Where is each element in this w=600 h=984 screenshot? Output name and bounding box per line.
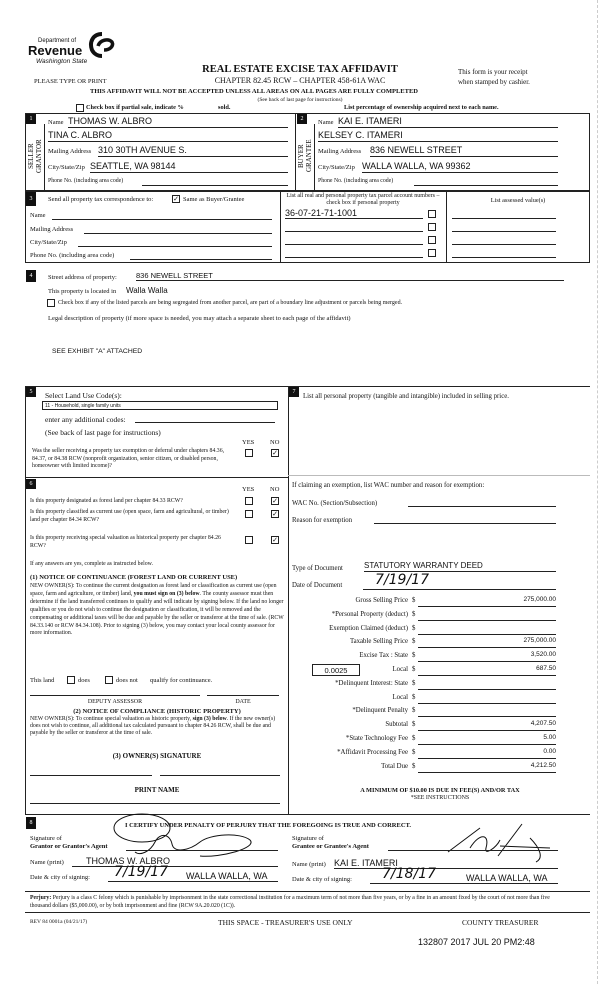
assessed-field-4[interactable] [452, 249, 556, 258]
currency-sign: $ [412, 624, 416, 632]
grantor-date-value: 7/19/17 [114, 864, 168, 880]
currency-sign: $ [412, 665, 416, 673]
logo-line-1: Department of [38, 38, 77, 44]
seller-name-field[interactable]: THOMAS W. ALBRO [68, 116, 288, 128]
total-label: Exemption Claimed (deduct) [329, 624, 408, 632]
tax-name-field[interactable] [52, 211, 272, 220]
partial-sale-label: Check box if partial sale, indicate % [86, 104, 184, 111]
located-in-value[interactable]: Walla Walla [126, 286, 168, 295]
middle-vertical-divider [288, 386, 289, 814]
total-row-personal-property [292, 610, 558, 624]
parcel-field-1[interactable]: 36-07-21-71-1001 [285, 208, 423, 219]
currency-sign: $ [412, 693, 416, 701]
notice-continuance-title: (1) NOTICE OF CONTINUANCE (FOREST LAND OR CURRENT USE) [30, 574, 238, 581]
total-value[interactable]: 3,520.00 [418, 651, 556, 662]
grantor-name-label: Name (print) [30, 859, 64, 866]
forest-no-checkbox[interactable]: ✓ [272, 497, 278, 505]
doc-type-label: Type of Document [292, 565, 343, 572]
treasurer-space: THIS SPACE - TREASURER'S USE ONLY [218, 918, 353, 927]
total-value[interactable]: 275,000.00 [418, 637, 556, 648]
total-value[interactable]: 687.50 [418, 665, 556, 676]
buyer-name2-field[interactable]: KELSEY C. ITAMERI [318, 130, 558, 142]
tax-mailing-field[interactable] [84, 225, 272, 234]
total-row-tech-fee [292, 734, 558, 748]
total-label: Gross Selling Price [355, 597, 408, 604]
deputy-assessor-line[interactable] [30, 690, 200, 696]
total-row-local-tax [292, 665, 558, 679]
total-row-subtotal [292, 720, 558, 734]
currency-sign: $ [412, 638, 416, 646]
total-label: Local [392, 693, 408, 701]
section-5-number: 5 [26, 387, 36, 397]
total-label: *Personal Property (deduct) [331, 610, 408, 618]
print-name-label: PRINT NAME [134, 786, 180, 794]
segregated-checkbox[interactable] [47, 299, 55, 307]
grantor-date-city-field[interactable] [108, 866, 278, 882]
this-land-label: This land [30, 677, 55, 684]
total-row-taxable [292, 637, 558, 651]
section-3-divider-2 [446, 191, 447, 263]
minimum-due-note: A MINIMUM OF $10.00 IS DUE IN FEE(S) AND/OR TAX [360, 787, 520, 794]
section-7-separator [288, 475, 590, 476]
total-value[interactable] [418, 679, 556, 690]
assessed-field-3[interactable] [452, 236, 556, 245]
acceptance-warning: THIS AFFIDAVIT WILL NOT BE ACCEPTED UNLESS ALL AREAS ON ALL PAGES ARE FULLY COMPLETED [90, 88, 418, 95]
currency-sign: $ [412, 652, 416, 660]
send-correspondence-label: Send all property tax correspondence to: [48, 196, 154, 203]
segregated-label: Check box if any of the listed parcels are being segregated from another parcel, are part of a boundary line adjustment or parcels being merged. [58, 300, 403, 306]
dor-logo [26, 30, 126, 70]
exemption-yes-checkbox[interactable] [245, 449, 253, 457]
notice-continuance-text-b: . The county assessor must then determine if the land transferred continues to qualify and will indicate by signing below. If the land no longer qualifies or you do not wish to continue the designation or classification, it will be removed and the compensating or additional taxes will be due and payable by the seller or transferor at the time of sale. (RCW 84.33.140 or RCW 84.34.108). Prior to signing (3) below, you may contact your local county assessor for more information. [30, 590, 284, 637]
grantor-signature-line[interactable] [126, 843, 278, 851]
qualify-label: qualify for continuance. [150, 677, 213, 684]
section-3-divider-1 [280, 191, 281, 263]
tax-city-label: City/State/Zip [30, 239, 67, 246]
total-label: *State Technology Fee [345, 734, 408, 742]
receipt-note-1: This form is your receipt [458, 68, 528, 76]
tax-name-label: Name [30, 212, 46, 219]
does-label: does [78, 677, 90, 684]
form-revision: REV 84 0001a (04/21/17) [30, 919, 88, 925]
total-label: Local [392, 665, 408, 673]
parcel-field-3[interactable] [285, 235, 423, 245]
footer-bottom-border [25, 912, 590, 913]
partial-sale-sold: sold. [218, 104, 231, 111]
total-value[interactable]: 4,207.50 [418, 720, 556, 731]
currency-sign: $ [412, 610, 416, 618]
section-4-number: 4 [26, 270, 36, 282]
total-label: Subtotal [385, 721, 408, 729]
grantor-signature-label-2: Grantor or Grantor's Agent [30, 843, 108, 850]
same-as-buyer-checkbox[interactable]: ✓ [173, 195, 179, 203]
perjury-text: Perjury is a class C felony which is punishable by imprisonment in the state correctional institution for a maximum term of not more than five years, or by a fine in an amount fixed by the court of not more than five thousand dollars ($5,000.00), or by both imprisonment and fine (RCW 9A.20.020 (1C)). [30, 895, 550, 909]
dor-swirl-icon [88, 32, 116, 58]
assessor-date-label: DATE [235, 699, 251, 705]
seller-name-label: Name [48, 119, 64, 126]
totals-table [292, 596, 558, 775]
buyer-mailing-field[interactable]: 836 NEWELL STREET [370, 145, 558, 157]
perjury-notice [30, 894, 570, 910]
notice-compliance-title: (2) NOTICE OF COMPLIANCE (HISTORIC PROPERTY) [73, 708, 241, 715]
total-value[interactable]: 4,212.50 [418, 762, 556, 773]
section-5-top-border [25, 386, 590, 387]
reason-field[interactable] [374, 515, 556, 524]
grantor-name-field[interactable]: THOMAS W. ALBRO [72, 856, 278, 867]
currency-sign: $ [412, 734, 416, 742]
total-value[interactable] [418, 693, 556, 704]
doc-date-field[interactable]: 7/19/17 [363, 572, 556, 590]
owner-signature-line-1[interactable] [30, 770, 152, 776]
seller-city-label: City/State/Zip [48, 164, 85, 171]
receipt-note-2: when stamped by cashier. [458, 78, 530, 86]
land-use-select[interactable]: 11 - Household, single family units [42, 401, 278, 410]
section-6-yes-header: YES [242, 486, 255, 493]
does-not-label: does not [116, 677, 138, 684]
total-value[interactable]: 275,000.00 [418, 596, 556, 607]
section-3-number: 3 [26, 192, 36, 206]
total-row-processing-fee [292, 748, 558, 762]
personal-property-label: List all personal property (tangible and intangible) included in selling price. [303, 393, 509, 400]
historical-yes-checkbox[interactable] [245, 536, 253, 544]
buyer-city-field[interactable]: WALLA WALLA, WA 99362 [362, 161, 558, 173]
total-label: Excise Tax : State [359, 652, 408, 660]
grantee-signature-label-2: Grantee or Grantee's Agent [292, 843, 369, 850]
legal-description-value[interactable]: SEE EXHIBIT "A" ATTACHED [52, 348, 143, 355]
footer-top-border [25, 891, 590, 892]
does-checkbox[interactable] [67, 676, 75, 684]
notice-compliance-body [30, 716, 284, 738]
wac-label: WAC No. (Section/Subsection) [292, 500, 378, 507]
tax-phone-field[interactable] [130, 251, 272, 260]
total-row-exemption [292, 624, 558, 638]
section-6-no-header: NO [270, 486, 280, 493]
section-7-number: 7 [289, 387, 299, 397]
forest-yes-checkbox[interactable] [245, 497, 253, 505]
currency-sign: $ [412, 707, 416, 715]
grantee-date-city-label: Date & city of signing: [292, 876, 352, 883]
buyer-name-label: Name [318, 119, 334, 126]
notice-continuance-bold: you must sign on (3) below [133, 590, 200, 597]
total-label: *Affidavit Processing Fee [337, 748, 408, 756]
section-2-side-divider [314, 124, 315, 191]
assessed-field-1[interactable] [452, 210, 556, 219]
additional-codes-label: enter any additional codes: [45, 415, 126, 424]
historical-no-checkbox[interactable]: ✓ [272, 536, 278, 544]
form-subtitle: CHAPTER 82.45 RCW – CHAPTER 458-61A WAC [214, 76, 386, 85]
currency-sign: $ [412, 721, 416, 729]
legal-description-label: Legal description of property (if more space is needed, you may attach a separate sheet to each page of the affidavit) [48, 315, 351, 322]
section-8-number: 8 [26, 817, 36, 829]
ownership-note: List percentage of ownership acquired next to each name. [344, 104, 499, 111]
see-instructions-note: *SEE INSTRUCTIONS [410, 795, 470, 801]
grantee-signature-line[interactable] [388, 843, 558, 851]
print-name-line[interactable] [30, 798, 280, 804]
form-title: REAL ESTATE EXCISE TAX AFFIDAVIT [202, 64, 398, 75]
additional-codes-field[interactable] [135, 414, 275, 423]
deputy-assessor-label: DEPUTY ASSESSOR [87, 699, 143, 705]
perjury-bold: Perjury: [30, 895, 52, 901]
buyer-mailing-label: Mailing Address [318, 148, 362, 155]
logo-line-2: Revenue [28, 43, 83, 58]
forest-land-question: Is this property designated as forest land per chapter 84.33 RCW? [30, 498, 183, 504]
grantor-city-value: WALLA WALLA, WA [186, 871, 268, 881]
grantee-name-field[interactable]: KAI E. ITAMERI [334, 858, 558, 869]
exemption-no-checkbox[interactable]: ✓ [272, 449, 278, 457]
section-1-2-divider [295, 113, 296, 191]
notice-continuance-text-a: NEW OWNER(S): To continue the current designation as forest land or classification as current use (open space, farm and agriculture, or timber) land, [30, 583, 277, 597]
total-row-gross [292, 596, 558, 610]
total-label: *Delinquent Interest: State [335, 679, 408, 687]
exemption-question: Was the seller receiving a property tax exemption or deferral under chapters 84.36, 84.37, or 84.38 RCW (nonprofit organization, senior citizen, or disabled person, homeowner with limited income)? [32, 448, 225, 470]
grantor-date-city-label: Date & city of signing: [30, 874, 90, 881]
current-use-yes-checkbox[interactable] [245, 510, 253, 518]
total-row-delinquent-state [292, 679, 558, 693]
parcel-personal-checkbox-3[interactable] [428, 236, 436, 244]
total-value[interactable] [418, 610, 556, 621]
section-5-yes-header: YES [242, 439, 255, 446]
buyer-phone-label: Phone No. (including area code) [318, 178, 394, 184]
wac-field[interactable] [408, 498, 556, 507]
grantor-signature-scribble [100, 812, 280, 862]
street-address-field[interactable]: 836 NEWELL STREET [136, 271, 564, 281]
buyer-city-label: City/State/Zip [318, 164, 355, 171]
section-1-side-divider [44, 124, 45, 191]
total-label: *Delinquent Penalty [352, 707, 408, 715]
treasurer-stamp: 132807 2017 JUL 20 PM2:48 [418, 937, 535, 947]
doc-type-field[interactable]: STATUTORY WARRANTY DEED [364, 561, 556, 572]
grantor-signature-label-1: Signature of [30, 835, 62, 842]
total-value[interactable] [418, 624, 556, 635]
seller-phone-label: Phone No. (including area code) [48, 178, 124, 184]
logo-line-3: Washington State [36, 58, 88, 65]
parcel-personal-checkbox-1[interactable] [428, 210, 436, 218]
notice-compliance-bold: sign (3) below [192, 716, 227, 722]
same-as-buyer-label: Same as Buyer/Grantee [183, 196, 245, 203]
grantee-date-city-field[interactable] [370, 868, 558, 884]
seller-city-field[interactable]: SEATTLE, WA 98144 [90, 161, 288, 173]
tax-mailing-label: Mailing Address [30, 226, 74, 233]
perjury-certification: I CERTIFY UNDER PENALTY OF PERJURY THAT THE FOREGOING IS TRUE AND CORRECT. [125, 822, 412, 829]
buyer-grantee-label: BUYER GRANTEE [297, 139, 313, 173]
buyer-name-field[interactable]: KAI E. ITAMERI [338, 116, 558, 128]
see-back-note: (See back of last page for instructions) [257, 97, 343, 103]
owner-signature-line-2[interactable] [160, 770, 280, 776]
scan-edge [597, 0, 598, 984]
doc-date-label: Date of Document [292, 582, 343, 589]
section-5-no-header: NO [270, 439, 280, 446]
total-row-state-tax [292, 651, 558, 665]
tax-city-field[interactable] [78, 238, 272, 247]
if-yes-note: If any answers are yes, complete as instructed below. [30, 561, 153, 567]
notice-continuance-body [30, 583, 284, 638]
notice-compliance-text-b: . If the new owner(s) does not wish to continue, all additional tax calculated pursuant to chapter 84.26 RCW, shall be due and payable by the seller or transferor at the time of sale. [30, 716, 276, 737]
seller-grantor-label: SELLER GRANTOR [27, 139, 43, 173]
exemption-claim-label: If claiming an exemption, list WAC number and reason for exemption: [292, 482, 485, 489]
parcel-personal-checkbox-2[interactable] [428, 223, 436, 231]
notice-compliance-text-a: NEW OWNER(S): To continue special valuation as historic property, [30, 716, 193, 722]
land-use-label: Select Land Use Code(s): [45, 391, 122, 400]
section-1-number: 1 [26, 114, 36, 124]
historical-question: Is this property receiving special valuation as historical property per chapter 84.26 RCW? [30, 535, 221, 549]
parcel-personal-checkbox-4[interactable] [428, 249, 436, 257]
seller-mailing-label: Mailing Address [48, 148, 92, 155]
total-label: Taxable Selling Price [349, 638, 408, 646]
parcel-field-2[interactable] [285, 222, 423, 232]
total-row-delinquent-local [292, 693, 558, 707]
tax-phone-label: Phone No. (including area code) [30, 252, 115, 259]
currency-sign: $ [412, 748, 416, 756]
assessed-field-2[interactable] [452, 223, 556, 232]
assessor-date-line[interactable] [207, 690, 279, 696]
current-use-question: Is this property classified as current use (open space, farm and agricultural, or timber) land per chapter 84.34 RCW? [30, 509, 229, 523]
does-not-checkbox[interactable] [105, 676, 113, 684]
street-address-label: Street address of property: [48, 274, 117, 281]
section-6-number: 6 [26, 479, 36, 489]
total-row-total-due [292, 762, 558, 776]
total-value[interactable]: 0.00 [418, 748, 556, 759]
buyer-phone-field[interactable] [414, 176, 558, 186]
current-use-no-checkbox[interactable]: ✓ [272, 510, 278, 518]
total-row-delinquent-penalty [292, 706, 558, 720]
grantee-name-label: Name (print) [292, 861, 326, 868]
total-value[interactable] [418, 706, 556, 717]
currency-sign: $ [412, 762, 416, 770]
located-in-label: This property is located in [48, 288, 117, 295]
parcel-field-4[interactable] [285, 248, 423, 258]
currency-sign: $ [412, 597, 416, 604]
total-value[interactable]: 5.00 [418, 734, 556, 745]
reason-label: Reason for exemption [292, 517, 353, 524]
parcel-header: List all real and personal property tax parcel account numbers – check box if personal property [286, 193, 440, 206]
grantee-signature-label-1: Signature of [292, 835, 324, 842]
seller-mailing-field[interactable]: 310 30TH AVENUE S. [98, 145, 288, 157]
assessed-header: List assessed value(s) [490, 197, 546, 204]
total-label: Total Due [381, 762, 408, 770]
partial-sale-checkbox[interactable] [76, 104, 84, 112]
grantee-date-value: 7/18/17 [382, 866, 436, 882]
county-treasurer: COUNTY TREASURER [462, 918, 539, 927]
please-type: PLEASE TYPE OR PRINT [34, 78, 107, 85]
seller-name2-field[interactable]: TINA C. ALBRO [48, 130, 288, 142]
section-6-top-border [25, 477, 289, 478]
local-rate-field[interactable]: 0.0025 [312, 664, 360, 676]
section-2-number: 2 [297, 114, 307, 124]
currency-sign: $ [412, 679, 416, 687]
seller-phone-field[interactable] [142, 176, 288, 186]
left-border-lower [25, 386, 26, 814]
owner-signature-heading: (3) OWNER(S) SIGNATURE [112, 752, 202, 760]
land-use-see-back: (See back of last page for instructions) [45, 428, 161, 437]
grantee-city-value: WALLA WALLA, WA [466, 873, 548, 883]
